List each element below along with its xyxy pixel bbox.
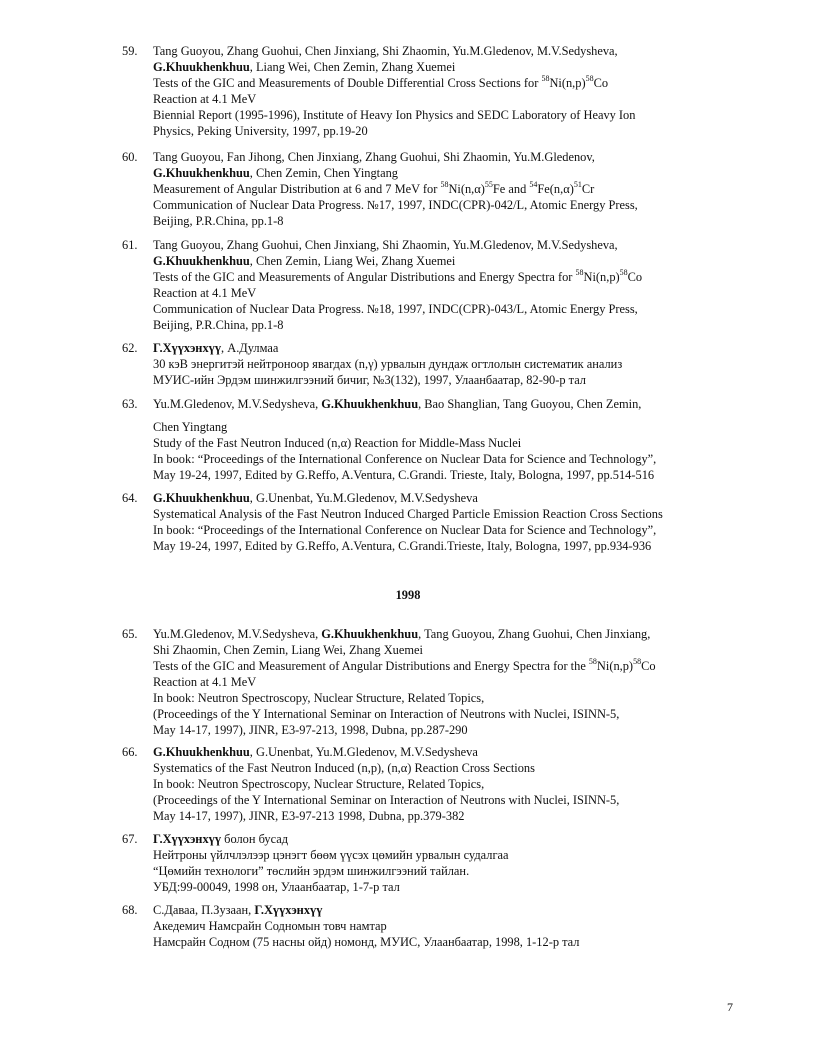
entry-line: May 19-24, 1997, Edited by G.Reffo, A.Ventura, C.Grandi. Trieste, Italy, Bologna, 1997, pp.514-516 bbox=[153, 468, 655, 482]
entry-line: 30 кэВ энергитэй нейтроноор явагдах (n,γ) урвалын дундаж огтлолын систематик анализ bbox=[153, 357, 623, 371]
page-number: 7 bbox=[727, 1000, 733, 1014]
entry-line: G.Khuukhenkhuu, Chen Zemin, Liang Wei, Zhang Xuemei bbox=[153, 254, 456, 268]
entry-line: Tests of the GIC and Measurement of Angular Distributions and Energy Spectra for the $^{58}Ni(n,p)^{58}Co$ bbox=[153, 656, 656, 673]
entry-line: Tests of the GIC and Measurements of Angular Distributions and Energy Spectra for $^{58}Ni(n,p)^{58}Co$ bbox=[153, 267, 643, 284]
author-highlight: Г.Хүүхэнхүү bbox=[153, 832, 222, 846]
entry-line: С.Даваа, П.Зузаан, Г.Хүүхэнхүү bbox=[153, 903, 323, 917]
entry-line: Reaction at 4.1 MeV bbox=[153, 675, 257, 689]
entry-line: In book: Neutron Spectroscopy, Nuclear Structure, Related Topics, bbox=[153, 777, 485, 791]
author-highlight: G.Khuukhenkhuu bbox=[321, 627, 419, 641]
author-highlight: G.Khuukhenkhuu bbox=[153, 491, 250, 505]
entry-line: Reaction at 4.1 MeV bbox=[153, 286, 257, 300]
entry-line: G.Khuukhenkhuu, G.Unenbat, Yu.M.Gledenov, M.V.Sedysheva bbox=[153, 745, 478, 759]
entry-number: 61. bbox=[122, 238, 138, 252]
entry-line: Tang Guoyou, Zhang Guohui, Chen Jinxiang, Shi Zhaomin, Yu.M.Gledenov, M.V.Sedysheva, bbox=[153, 238, 618, 252]
entry-number: 62. bbox=[122, 341, 138, 355]
entry-line: Reaction at 4.1 MeV bbox=[153, 92, 257, 106]
entry-line: Beijing, P.R.China, pp.1-8 bbox=[153, 214, 284, 228]
author-highlight: G.Khuukhenkhuu bbox=[153, 745, 250, 759]
entry-line: Yu.M.Gledenov, M.V.Sedysheva, G.Khuukhenkhuu, Tang Guoyou, Zhang Guohui, Chen Jinxiang, bbox=[153, 627, 651, 641]
entry-line: Yu.M.Gledenov, M.V.Sedysheva, G.Khuukhenkhuu, Bao Shanglian, Tang Guoyou, Chen Zemin, bbox=[153, 397, 642, 411]
entry-line: Study of the Fast Neutron Induced (n,α) Reaction for Middle-Mass Nuclei bbox=[153, 436, 522, 450]
author-highlight: G.Khuukhenkhuu bbox=[153, 166, 250, 180]
entry-line: Beijing, P.R.China, pp.1-8 bbox=[153, 318, 284, 332]
entry-line: Measurement of Angular Distribution at 6 and 7 MeV for $^{58}Ni(n,\alpha)^{55}Fe$ and $^{54}Fe(n,\alpha)^{51}Cr$ bbox=[153, 179, 595, 196]
entry-line: Г.Хүүхэнхүү болон бусад bbox=[153, 832, 289, 846]
entry-line: Акедемич Намсрайн Содномын товч намтар bbox=[153, 919, 387, 933]
author-highlight: Г.Хүүхэнхүү bbox=[254, 903, 323, 917]
entry-line: Shi Zhaomin, Chen Zemin, Liang Wei, Zhang Xuemei bbox=[153, 643, 423, 657]
entry-line: Нейтроны үйлчлэлээр цэнэгт бөөм үүсэх цөмийн урвалын судалгаа bbox=[153, 848, 509, 862]
entry-line: Systematics of the Fast Neutron Induced (n,p), (n,α) Reaction Cross Sections bbox=[153, 761, 535, 775]
entry-line: Chen Yingtang bbox=[153, 420, 228, 434]
entry-number: 68. bbox=[122, 903, 138, 917]
entry-line: Tang Guoyou, Zhang Guohui, Chen Jinxiang, Shi Zhaomin, Yu.M.Gledenov, M.V.Sedysheva, bbox=[153, 44, 618, 58]
entry-number: 67. bbox=[122, 832, 138, 846]
entry-line: May 14-17, 1997), JINR, E3-97-213 1998, Dubna, pp.379-382 bbox=[153, 809, 465, 823]
entry-number: 64. bbox=[122, 491, 138, 505]
entry-line: УБД:99-00049, 1998 он, Улаанбаатар, 1-7-р тал bbox=[153, 880, 400, 894]
author-highlight: G.Khuukhenkhuu bbox=[321, 397, 419, 411]
entry-line: “Цөмийн технологи” төслийн эрдэм шинжилгээний тайлан. bbox=[153, 864, 470, 878]
entry-line: In book: “Proceedings of the International Conference on Nuclear Data for Science and Technology”, bbox=[153, 452, 657, 466]
entry-line: May 19-24, 1997, Edited by G.Reffo, A.Ventura, C.Grandi.Trieste, Italy, Bologna, 1997, pp.934-936 bbox=[153, 539, 652, 553]
entry-line: In book: Neutron Spectroscopy, Nuclear Structure, Related Topics, bbox=[153, 691, 485, 705]
entry-number: 63. bbox=[122, 397, 138, 411]
entry-number: 59. bbox=[122, 44, 138, 58]
author-highlight: Г.Хүүхэнхүү bbox=[153, 341, 222, 355]
entry-line: Communication of Nuclear Data Progress. №18, 1997, INDC(CPR)-043/L, Atomic Energy Press, bbox=[153, 302, 638, 316]
entry-line: Tang Guoyou, Fan Jihong, Chen Jinxiang, Zhang Guohui, Shi Zhaomin, Yu.M.Gledenov, bbox=[153, 150, 595, 164]
entry-line: Намсрайн Содном (75 насны ойд) номонд, МУИС, Улаанбаатар, 1998, 1-12-р тал bbox=[153, 935, 580, 949]
author-highlight: G.Khuukhenkhuu bbox=[153, 254, 250, 268]
entry-line: Biennial Report (1995-1996), Institute of Heavy Ion Physics and SEDC Laboratory of Heavy Ion bbox=[153, 108, 636, 122]
entry-line: (Proceedings of the Y International Seminar on Interaction of Neutrons with Nuclei, ISINN-5, bbox=[153, 707, 620, 721]
entry-line: In book: “Proceedings of the International Conference on Nuclear Data for Science and Technology”, bbox=[153, 523, 657, 537]
entry-line: МУИС-ийн Эрдэм шинжилгээний бичиг, №3(132), 1997, Улаанбаатар, 82-90-р тал bbox=[153, 373, 586, 387]
entry-number: 60. bbox=[122, 150, 138, 164]
entry-line: Physics, Peking University, 1997, pp.19-20 bbox=[153, 124, 368, 138]
entry-line: G.Khuukhenkhuu, Chen Zemin, Chen Yingtang bbox=[153, 166, 399, 180]
author-highlight: G.Khuukhenkhuu bbox=[153, 60, 250, 74]
entry-line: Tests of the GIC and Measurements of Double Differential Cross Sections for $^{58}Ni(n,p)^{58}Co$ bbox=[153, 73, 609, 90]
entry-number: 65. bbox=[122, 627, 138, 641]
entry-line: (Proceedings of the Y International Seminar on Interaction of Neutrons with Nuclei, ISINN-5, bbox=[153, 793, 620, 807]
entry-line: Г.Хүүхэнхүү, А.Дулмаа bbox=[153, 341, 279, 355]
year-heading: 1998 bbox=[395, 588, 421, 602]
entry-line: May 14-17, 1997), JINR, E3-97-213, 1998, Dubna, pp.287-290 bbox=[153, 723, 468, 737]
entry-line: G.Khuukhenkhuu, Liang Wei, Chen Zemin, Zhang Xuemei bbox=[153, 60, 456, 74]
entry-line: Systematical Analysis of the Fast Neutron Induced Charged Particle Emission Reaction Cross Sections bbox=[153, 507, 663, 521]
entry-line: G.Khuukhenkhuu, G.Unenbat, Yu.M.Gledenov, M.V.Sedysheva bbox=[153, 491, 478, 505]
entry-number: 66. bbox=[122, 745, 138, 759]
entry-line: Communication of Nuclear Data Progress. №17, 1997, INDC(CPR)-042/L, Atomic Energy Press, bbox=[153, 198, 638, 212]
